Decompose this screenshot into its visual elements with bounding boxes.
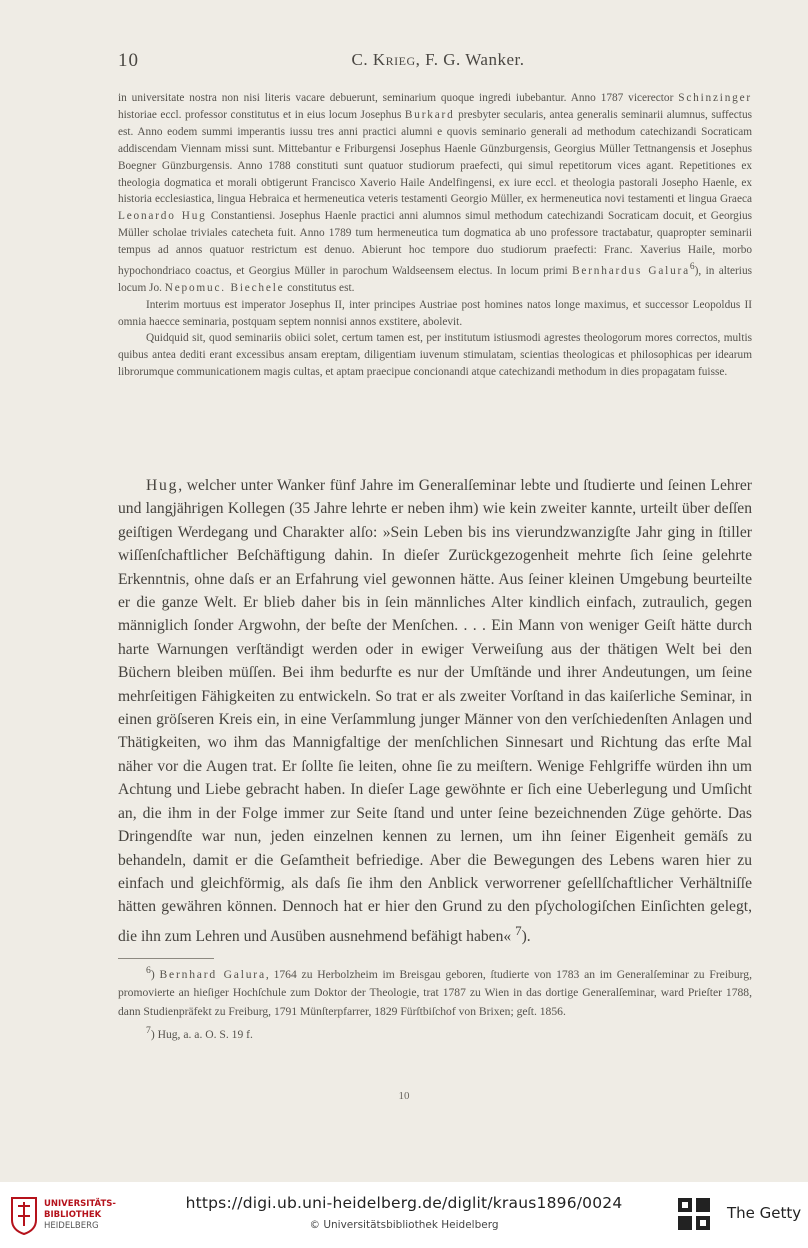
footnote-7: $^7$) Hug, a. a. O. S. 19 f. [146,1024,253,1041]
running-header [118,50,758,80]
latin-quotation-block [118,90,752,381]
partner-name: The Getty [727,1204,802,1222]
permalink-url[interactable]: https://digi.ub.uni-heidelberg.de/diglit/kraus1896/0024 [185,1194,623,1212]
footnote-6: $^6$) Bernhard Galura, 1764 zu Herbolzheim im Breisgau geboren, ſtudierte von 1783 an im Generalſeminar zu Freiburg, promovierte an hieſiger Hochſchule zum Doktor der Theologie, trat 1787 zu Wien in das dortige Generalſeminar, ward Prieſter 1788, dann Studienpräfekt zu Freiburg, 1791 Münſterpfarrer, 1829 Fürſtbiſchof von Brixen; geſt. 1856. [118,965,752,1019]
library-name: UNIVERSITÄTS- BIBLIOTHEK HEIDELBERG [44,1199,116,1231]
latin-paragraph-1: in universitate nostra non nisi literis vacare debuerunt, seminarium quoque ingredi iubebantur. Anno 1787 vicerector Schinzinger historiae eccl. professor constitutus et in eius locum Josephus Burkard presbyter secularis, antea generalis seminarii alumnus, suffectus est. Anno eodem summi imperantis iussu tres anni practici alumni e quovis seminario generali ad methodum catechizandi Socraticam addiscendam Viennam missi sunt. Mittebantur e Friburgensi Josephus Haenle Günzburgensis, Georgius Müller Tettnangensis et Josephus Boegner Günzburgensis. Anno 1788 constituti sunt quatuor studiorum praefecti, qui simul repetitorum vices agant. Repetitiones ex theologia dogmatica et morali obtigerunt Francisco Xaverio Haile Andelfingensi, ex iure eccl. et theologia pastorali Josepho Haenle, ex historia ecclesiastica, lingua Hebraica et hermeneutica veteris testamenti Georgio Müller, ex hermeneutica novi testamenti et lingua Graeca Leonardo Hug Constantiensi. Josephus Haenle practici anni alumnos simul methodum catechizandi Socraticam docuit, et Georgius Müller scholae triviales catecheta fuit. Anno 1789 tum hermeneutica tum dogmatica ab uno professore tractabatur, quapropter seminarii tempus ad annos quatuor restrictum est denuo. Abierunt hoc tempore duo studiorum praefecti: Franc. Xaverius Haile, morbo hypochondriaco coactus, et Georgius Müller in parochum Waldseensem electus. In locum primi Bernhardus Galura$^6$), in alterius locum Jo. Nepomuc. Biechele constitutus est. [118,92,752,294]
digital-library-footer [0,1182,808,1248]
footnote-ref-7: 7 [515,922,522,938]
copyright-notice: © Universitätsbibliothek Heidelberg [309,1219,499,1231]
bottom-page-number: 10 [398,1090,410,1102]
getty-logo-icon [676,1196,712,1232]
main-body-text [118,474,752,948]
footnote-ref-6: 6 [689,262,695,273]
footnotes [118,962,752,1044]
footnote-rule [118,958,214,959]
german-paragraph: Hug, welcher unter Wanker fünf Jahre im Generalſeminar lebte und ſtudierte und ſeinen Lehrer und langjährigen Kollegen (35 Jahre lehrte er neben ihm) wie kein zweiter kannte, urteilt über deſſen geiſtigen Werdegang und Charakter alſo: »Sein Leben bis ins vierundzwanzigſte Jahr ging in ſtiller wiſſenſchaftlicher Beſchäftigung dahin. In dieſer Zurückgezogenheit mehrte ſich ſeine gelehrte Erkenntnis, ohne daſs er an Erfahrung viel gewonnen hätte. Aus ſeiner kleinen Umgebung beurteilte er die ganze Welt. Er blieb daher bis in ſein männliches Alter kindlich einfach, zutraulich, gegen männiglich ſonder Argwohn, der beſte der Menſchen. . . . Ein Mann von weniger Geiſt hätte durch harte Warnungen verſtändigt werden oder in ewiger Verweiſung aus der thätigen Welt bei den Büchern bleiben müſſen. Bei ihm bedurfte es nur der Umſtände und ihrer Andeutungen, um ſeine mehrſeitigen Fähigkeiten zu entwickeln. So trat er als zweiter Vorſtand in das kaiſerliche Seminar, in einen gröſseren Kreis ein, in eine Verſammlung junger Männer von den verſchiedenſten Anlagen und Thätigkeiten, wo ihm das Mannigfaltige der menſchlichen Sinnesart und Richtung das erſte Mal näher vor die Augen trat. Er ſollte ſie leiten, ohne ſie zu meiſtern. Wenige Fehlgriffe würden ihn um Achtung und Liebe gebracht haben. In dieſer Lage gewöhnte er ſich eine Ueberlegung und Umſicht an, die ihm in der Folge immer zur Seite ſtand und unter ſeine bezeichnenden Züge gehörte. Das Dringendſte war nun, jeden einzelnen kennen zu lernen, um ihn ſeiner Eigenheit gemäſs zu behandeln, damit er die Geſamtheit befriedige. Aber die Bewegungen des Lebens waren hier zu einfach und gleichförmig, als daſs ſie ihm den Anblick verworrener geſellſchaftlicher Verhältniſſe hätten gewähren können. Dennoch hat er hier den Grund zu den pſychologiſchen Einſichten gelegt, die ihn zum Lehren und Ausüben ausnehmend befähigt haben« $^7$). [118,477,752,945]
latin-paragraph-3: Quidquid sit, quod seminariis obiici solet, certum tamen est, per institutum istiusmodi agrestes theologorum mores correctos, multis quibus antea dediti erant excessibus ansam ereptam, diligentiam iuvenum stimulatam, scientias theologicas et philosophicas per idearum librorumque communicationem magis cultas, et aptam praecipue concionandi atque catechizandi methodum in dies propagatam fuisse. [118,332,752,379]
running-title: C. Krieg, F. G. Wanker. [351,50,525,69]
latin-paragraph-2: Interim mortuus est imperator Josephus II, inter principes Austriae post homines natos longe maximus, et successor Leopoldus II omnia haecce seminaria, postquam septem nonnisi annos exstitere, abolevit. [118,298,752,328]
page-number: 10 [118,50,139,71]
